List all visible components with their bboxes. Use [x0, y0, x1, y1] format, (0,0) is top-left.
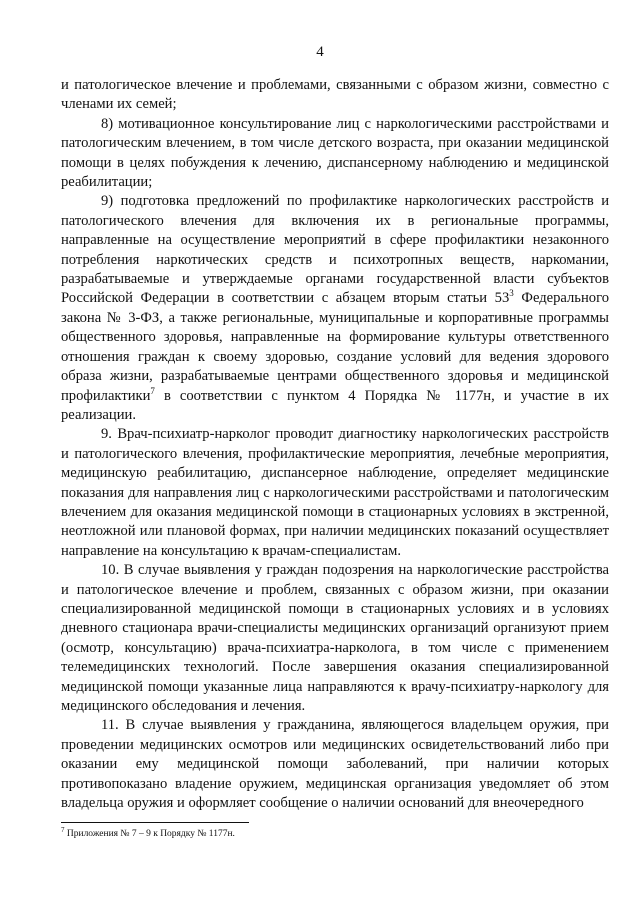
footnote-mark: 7: [61, 826, 65, 834]
footnote-divider: [61, 822, 249, 823]
paragraph-section-11: 11. В случае выявления у гражданина, являющегося владельцем оружия, при проведении медицинских осмотров или медицинских освидетельствований либо при оказании ему медицинской помощи заболеваний, при наличии которых противопоказано владение оружием, медицинская организация уведомляет об этом владельца оружия и оформляет сообщение о наличии оснований для внеочередного: [61, 717, 609, 812]
paragraph-text: 9) подготовка предложений по профилактике наркологических расстройств и патологического влечения для включения их в региональные программы, направленные на осуществление мероприятий в сфере профилактики незаконного потребления наркотических средств и психотропных веществ, наркомании, разрабатываемые и утверждаемые органами государственной власти субъектов Российской Федерации в соответствии с абзацем вторым статьи 53: [61, 193, 609, 307]
paragraph-item-8: 8) мотивационное консультирование лиц с наркологическими расстройствами и патологическим влечением, в том числе детского возраста, при оказании медицинской помощи в целях побуждения к лечению, диспансерному наблюдению и медицинской реабилитации;: [61, 115, 609, 191]
footnote-reference: 7: [150, 385, 155, 396]
paragraph-item-9-proposals: [61, 192, 609, 425]
superscript-article-number: 3: [509, 288, 514, 299]
page-number: 4: [316, 44, 324, 60]
document-body: [61, 76, 609, 813]
paragraph-section-9: 9. Врач-психиатр-нарколог проводит диагностику наркологических расстройств и патологического влечения, профилактические мероприятия, лечебные мероприятия, медицинскую реабилитацию, диспансерное наблюдение, определяет медицинские показания для направления лиц с наркологическими расстройствами и патологическим влечением для оказания медицинской помощи в стационарных условиях в экстренной, неотложной или плановой формах, при наличии медицинских показаний осуществляет направление на консультацию к врачам-специалистам.: [61, 426, 609, 559]
footnote-text: Приложения № 7 – 9 к Порядку № 1177н.: [64, 829, 235, 839]
paragraph-text: в соответствии с пунктом 4 Порядка № 1177н, и участие в их реализации.: [61, 387, 609, 423]
footnote: [61, 828, 609, 840]
paragraph-text: Федерального закона № 3-ФЗ, а также региональные, муниципальные и корпоративные программы общественного здоровья, направленные на формирование культуры ответственного отношения граждан к своему здоровью, создание условий для ведения здорового образа жизни, разрабатываемые центрами общественного здоровья и медицинской профилактики: [61, 290, 609, 404]
paragraph-section-10: 10. В случае выявления у граждан подозрения на наркологические расстройства и патологическое влечение и проблем, связанных с образом жизни, при оказании специализированной медицинской помощи в стационарных условиях и в условиях дневного стационара врачи-специалисты медицинских организаций организуют прием (осмотр, консультацию) врача-психиатра-нарколога, в том числе с применением телемедицинских технологий. После завершения оказания специализированной медицинской помощи указанные лица направляются к врачу-психиатру-наркологу для медицинского обследования и лечения.: [61, 562, 609, 714]
paragraph-continuation: и патологическое влечение и проблемами, связанными с образом жизни, совместно с членами их семей;: [61, 77, 609, 113]
